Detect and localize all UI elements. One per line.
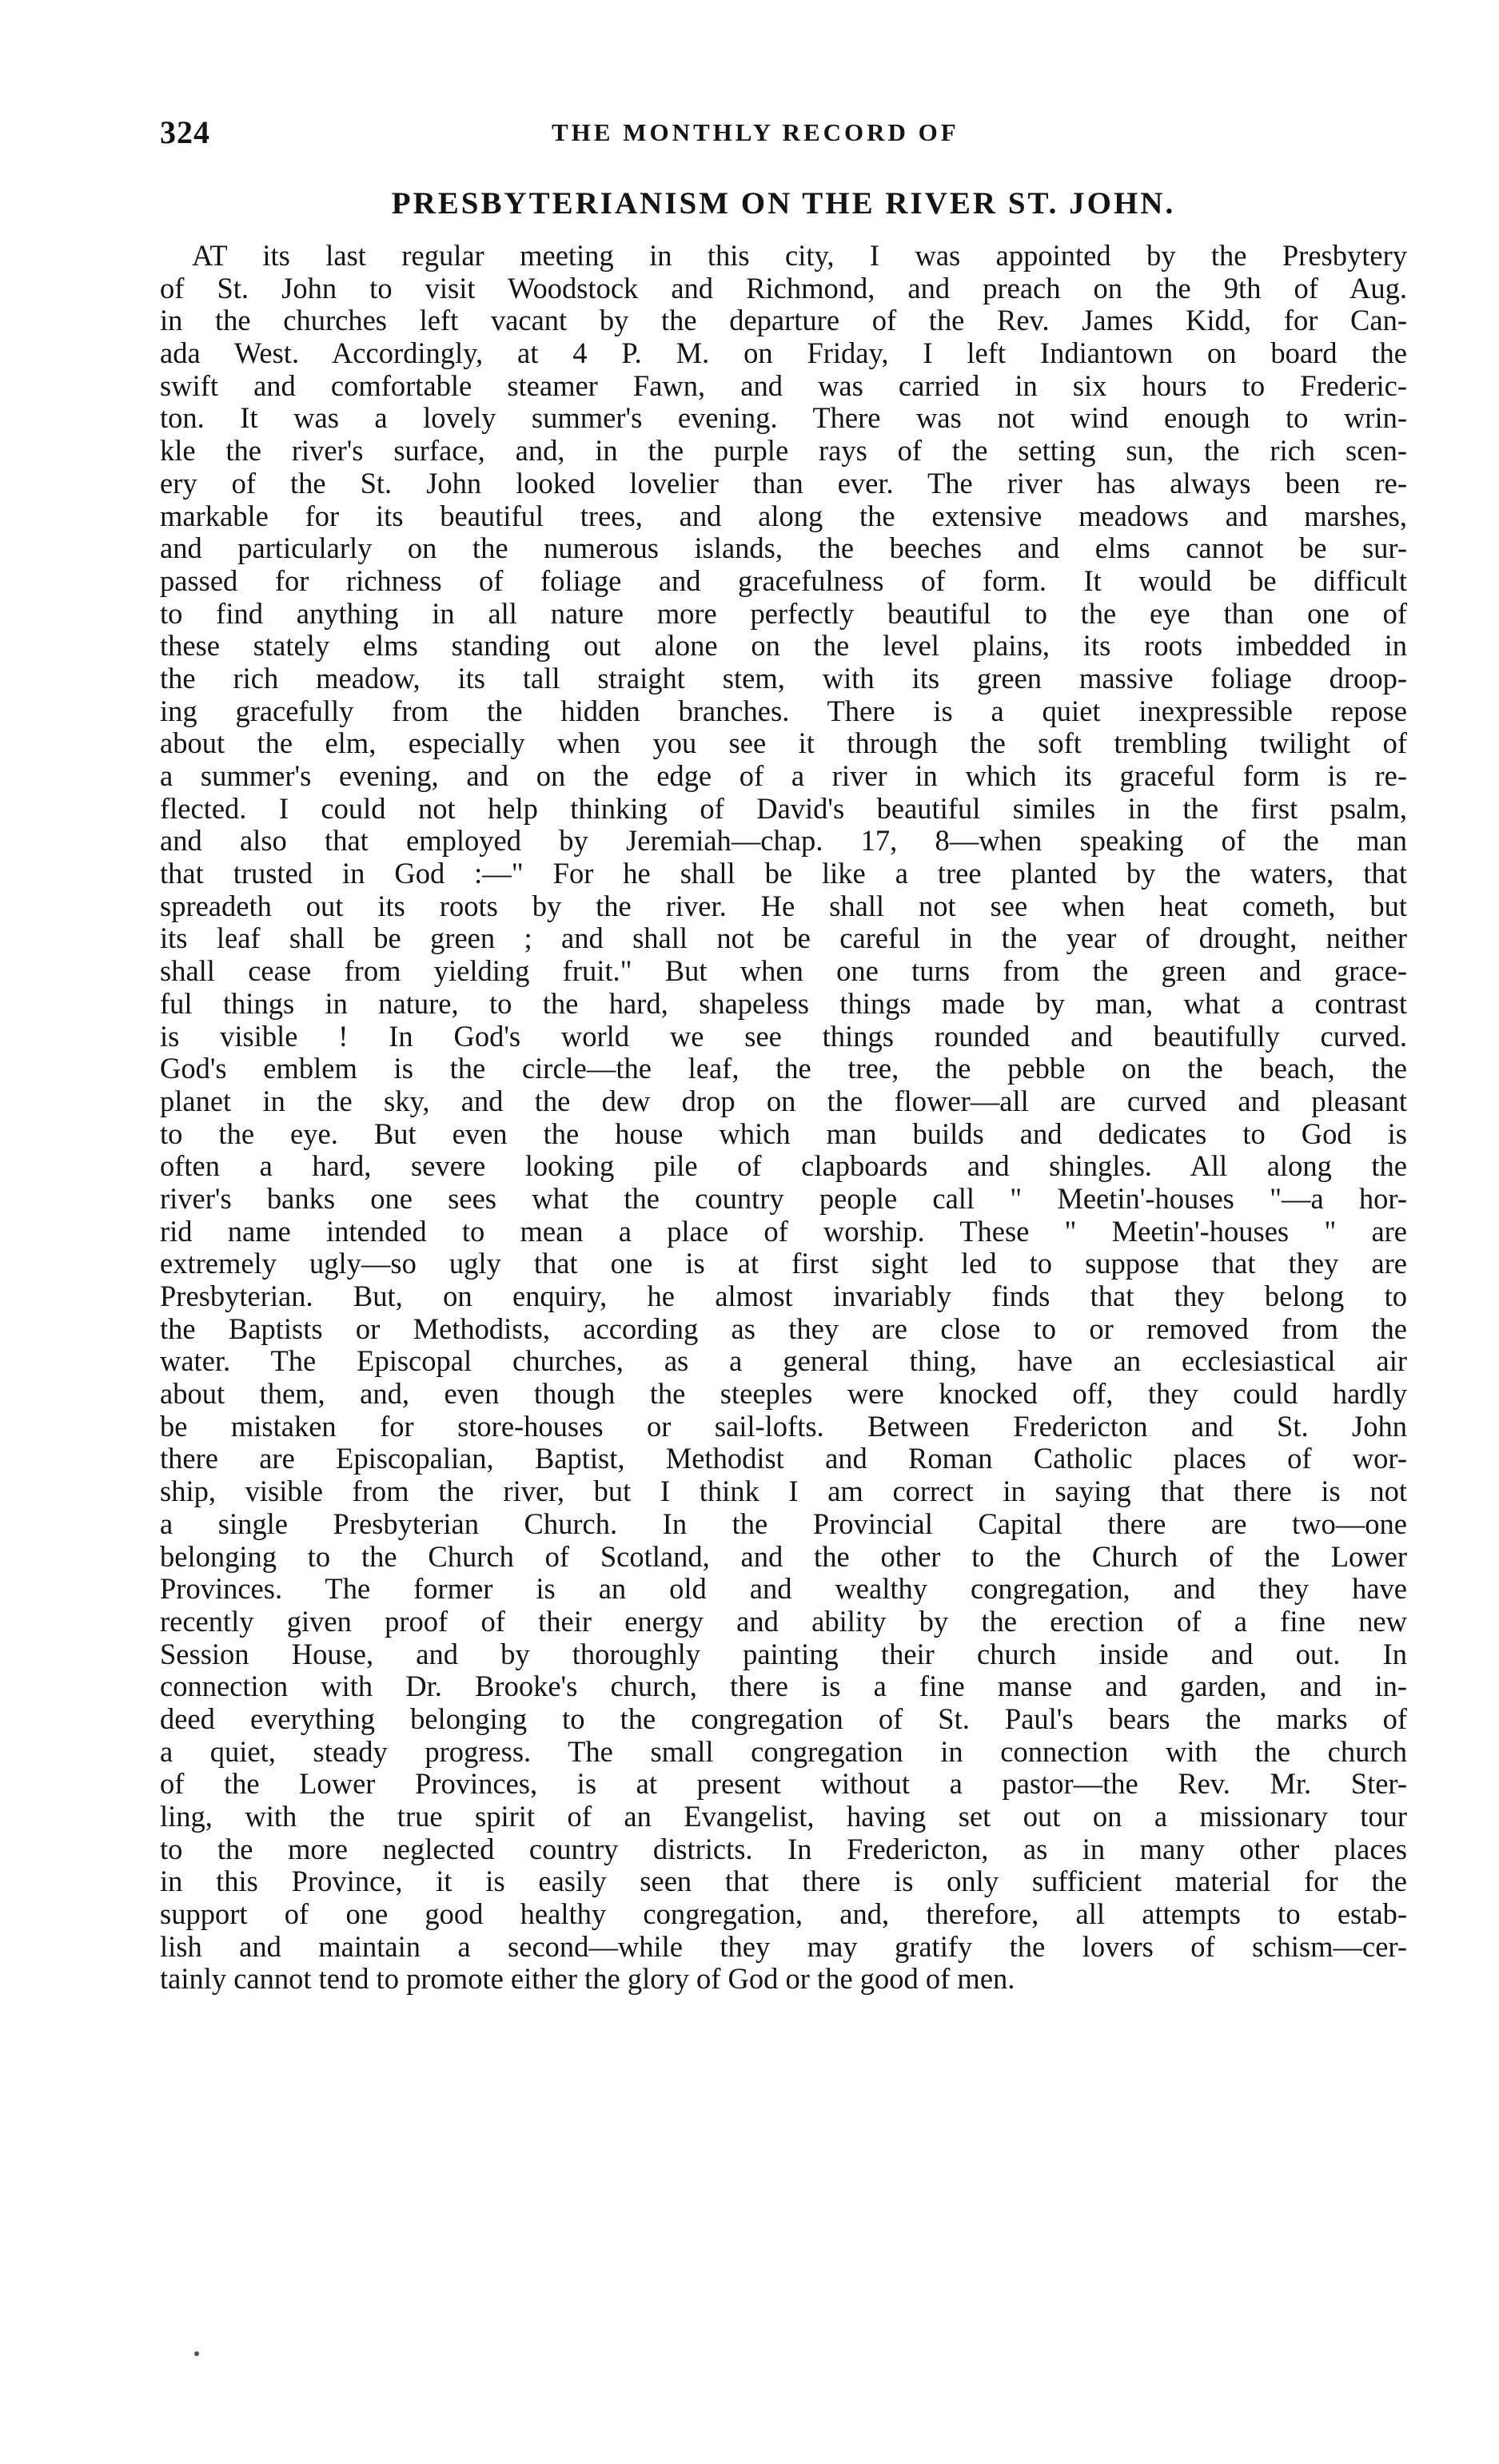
text-line: water. The Episcopal churches, as a general thing, have an ecclesiastical air (160, 1344, 1407, 1378)
text-line: about the elm, especially when you see it through the soft trembling twilight of (160, 726, 1407, 760)
text-line: a single Presbyterian Church. In the Provincial Capital there are two—one (160, 1507, 1407, 1540)
text-line: is visible ! In God's world we see things rounded and beautifully curved. (160, 1019, 1407, 1053)
text-line: there are Episcopalian, Baptist, Methodist and Roman Catholic places of wor- (160, 1442, 1407, 1475)
ink-speck (194, 2351, 199, 2356)
text-line: belonging to the Church of Scotland, and the other to the Church of the Lower (160, 1539, 1407, 1573)
text-line: rid name intended to mean a place of worship. These " Meetin'-houses " are (160, 1214, 1407, 1248)
text-line: to the eye. But even the house which man builds and dedicates to God is (160, 1117, 1407, 1150)
text-line: markable for its beautiful trees, and along the extensive meadows and marshes, (160, 499, 1407, 532)
text-line: a quiet, steady progress. The small congregation in connection with the church (160, 1734, 1407, 1768)
text-line: spreadeth out its roots by the river. He shall not see when heat cometh, but (160, 889, 1407, 922)
text-line: to the more neglected country districts. In Fredericton, as in many other places (160, 1832, 1407, 1865)
text-line: recently given proof of their energy and ability by the erection of a fine new (160, 1604, 1407, 1638)
running-title: THE MONTHLY RECORD OF (552, 118, 959, 146)
page-number: 324 (160, 114, 210, 150)
text-line: God's emblem is the circle—the leaf, the tree, the pebble on the beach, the (160, 1052, 1407, 1085)
article-title: PRESBYTERIANISM ON THE RIVER ST. JOHN. (391, 186, 1176, 221)
text-line: ling, with the true spirit of an Evangelist, having set out on a missionary tour (160, 1800, 1407, 1833)
text-line: ful things in nature, to the hard, shapeless things made by man, what a contrast (160, 986, 1407, 1020)
text-line: kle the river's surface, and, in the purple rays of the setting sun, the rich scen- (160, 434, 1407, 468)
text-line: the Baptists or Methodists, according as they are close to or removed from the (160, 1312, 1407, 1345)
text-line: ship, visible from the river, but I think I am correct in saying that there is not (160, 1475, 1407, 1508)
running-head (160, 113, 1407, 161)
text-line: AT its last regular meeting in this city, I was appointed by the Presbytery (192, 239, 1407, 272)
text-line: ada West. Accordingly, at 4 P. M. on Friday, I left Indiantown on board the (160, 336, 1407, 370)
text-line: in the churches left vacant by the departure of the Rev. James Kidd, for Can- (160, 304, 1407, 337)
text-line: connection with Dr. Brooke's church, there is a fine manse and garden, and in- (160, 1670, 1407, 1703)
article-body (160, 240, 1407, 1996)
text-line: flected. I could not help thinking of David's beautiful similes in the first psalm, (160, 791, 1407, 825)
text-line: often a hard, severe looking pile of clapboards and shingles. All along the (160, 1149, 1407, 1183)
text-line: the rich meadow, its tall straight stem, with its green massive foliage droop- (160, 661, 1407, 695)
text-line: to find anything in all nature more perfectly beautiful to the eye than one of (160, 596, 1407, 630)
text-line: tainly cannot tend to promote either the glory of God or the good of men. (160, 1962, 1015, 1996)
text-line: and also that employed by Jeremiah—chap. 17, 8—when speaking of the man (160, 824, 1407, 858)
text-line: about them, and, even though the steeples were knocked off, they could hardly (160, 1377, 1407, 1411)
text-line: passed for richness of foliage and gracefulness of form. It would be difficult (160, 563, 1407, 597)
text-line: of the Lower Provinces, is at present without a pastor—the Rev. Mr. Ster- (160, 1767, 1407, 1801)
text-line: extremely ugly—so ugly that one is at first sight led to suppose that they are (160, 1247, 1407, 1280)
text-line: ton. It was a lovely summer's evening. There was not wind enough to wrin- (160, 401, 1407, 435)
text-line: Provinces. The former is an old and wealthy congregation, and they have (160, 1572, 1407, 1606)
text-line: its leaf shall be green ; and shall not be careful in the year of drought, neither (160, 922, 1407, 955)
text-line: planet in the sky, and the dew drop on the flower—all are curved and pleasant (160, 1084, 1407, 1117)
text-line: ery of the St. John looked lovelier than ever. The river has always been re- (160, 466, 1407, 500)
text-line: Presbyterian. But, on enquiry, he almost invariably finds that they belong to (160, 1280, 1407, 1312)
text-line: swift and comfortable steamer Fawn, and was carried in six hours to Frederic- (160, 368, 1407, 402)
text-line: a summer's evening, and on the edge of a river in which its graceful form is re- (160, 759, 1407, 792)
text-line: Session House, and by thoroughly painting their church inside and out. In (160, 1637, 1407, 1670)
text-line: shall cease from yielding fruit." But when one turns from the green and grace- (160, 954, 1407, 988)
text-line: support of one good healthy congregation, and, therefore, all attempts to estab- (160, 1897, 1407, 1931)
text-line: that trusted in God :—" For he shall be like a tree planted by the waters, that (160, 857, 1407, 890)
text-line: in this Province, it is easily seen that there is only sufficient material for the (160, 1865, 1407, 1898)
text-line: and particularly on the numerous islands, the beeches and elms cannot be sur- (160, 531, 1407, 565)
text-line: lish and maintain a second—while they may gratify the lovers of schism—cer- (160, 1929, 1407, 1963)
text-line: ing gracefully from the hidden branches. There is a quiet inexpressible repose (160, 694, 1407, 727)
text-line: deed everything belonging to the congregation of St. Paul's bears the marks of (160, 1702, 1407, 1735)
text-line: of St. John to visit Woodstock and Richmond, and preach on the 9th of Aug. (160, 271, 1407, 305)
text-line: these stately elms standing out alone on the level plains, its roots imbedded in (160, 629, 1407, 663)
text-line: river's banks one sees what the country people call " Meetin'-houses "—a hor- (160, 1181, 1407, 1215)
text-line: be mistaken for store-houses or sail-lofts. Between Fredericton and St. John (160, 1409, 1407, 1443)
